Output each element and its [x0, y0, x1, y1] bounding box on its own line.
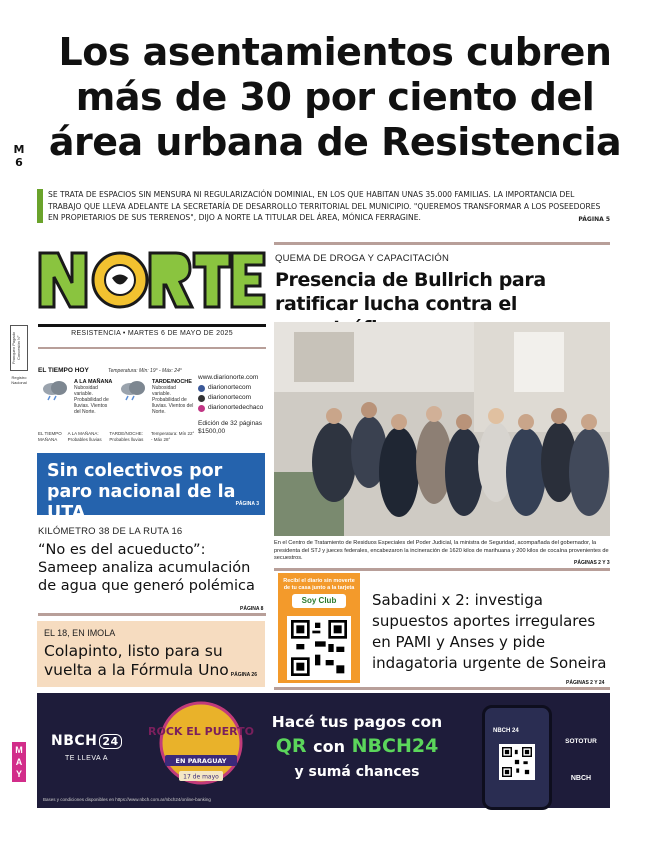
lead-paragraph: SE TRATA DE ESPACIOS SIN MENSURA NI REGULARIZACIÓN DOMINIAL, EN LOS QUE HABITAN UNAS 35.000 FAMILIAS. LA IMPORTANCIA DEL TRABAJO QUE LLEVA ADELANTE LA SECRETARÍA DE DESARROLLO TERRITORIAL DEL MUNICIPIO. "QUEREMOS TRANSFORMAR A LOS POSEEDORES EN PROPIETARIOS DE SUS TERRENOS", DIJO A NORTE LA TITULAR DEL ÁREA, MÓNICA FERRAGINE. PÁGINA 5 — [48, 189, 610, 226]
section-rule — [274, 687, 610, 690]
weather-morning: A LA MAÑANA Nubosidad variable. Probabilidad de lluvias. Vientos del Norte. — [74, 379, 113, 415]
page-ref: PÁGINAS 2 Y 24 — [566, 680, 605, 686]
rock-sub: EN PARAGUAY — [175, 757, 227, 765]
edition-info: Edición de 32 páginas $1500,00 — [198, 420, 266, 436]
edition-marker: M 6 — [13, 143, 25, 169]
page-ref: PÁGINA 5 — [578, 216, 610, 223]
rock-el-puerto-logo — [148, 699, 254, 791]
facebook-link[interactable]: diarionortecom — [198, 383, 270, 393]
page-ref: PÁGINAS 2 Y 3 — [574, 560, 610, 566]
phone-graphic — [482, 705, 552, 810]
weather-title: EL TIEMPO HOY — [38, 367, 89, 374]
lead-accent-bar — [37, 189, 43, 223]
section-rule — [274, 242, 610, 245]
rock-date: 17 de mayo — [183, 773, 219, 781]
ad-line-3: y sumá chances — [294, 764, 420, 780]
bullrich-photo[interactable] — [274, 322, 610, 536]
weather-temps: Temperatura: Mín: 19° - Máx: 24° — [108, 368, 182, 374]
headline-line: Los asentamientos cubren — [58, 30, 612, 74]
weather-evening: TARDE/NOCHE Nubosidad variable. Probabilidad de lluvias. Vientos del Norte. — [152, 379, 194, 415]
ad-legal: Bases y condiciones disponibles en https://www.nbch.com.ar/nbch24/online-banking — [43, 797, 211, 802]
registry-box: Registro Nacional — [11, 375, 27, 385]
bullrich-kicker: QUEMA DE DROGA Y CAPACITACIÓN — [275, 253, 450, 264]
page-ref: PÁGINA 8 — [240, 606, 264, 612]
ad-line-1: Hacé tus pagos con — [271, 713, 443, 731]
social-links — [198, 373, 270, 413]
headline-line: área urbana de Resistencia — [48, 120, 622, 164]
section-rule — [274, 568, 610, 571]
masthead-rule-thin — [38, 347, 266, 349]
nbch-ad-banner[interactable] — [37, 693, 610, 808]
main-headline[interactable] — [40, 30, 630, 165]
instagram-icon — [198, 405, 205, 412]
postage-box: Franqueo Pagado Concesión N° — [10, 325, 28, 371]
acueducto-headline[interactable]: “No es del acueducto”: Sameep analiza acumulación de agua que generó polémica — [38, 542, 255, 594]
norte-logo[interactable] — [38, 245, 266, 313]
website-link[interactable]: www.diarionorte.com — [198, 374, 259, 381]
qr-code-icon[interactable] — [287, 616, 351, 680]
masthead-rule — [38, 324, 266, 327]
nbch-small-logo: NBCH — [570, 775, 592, 782]
ad-tagline: TE LLEVA A — [65, 755, 109, 762]
price: $1500,00 — [198, 428, 226, 435]
bus-strike-story[interactable] — [37, 453, 265, 523]
bus-headline: Sin colectivos por paro nacional de la UTA — [47, 461, 236, 523]
weather-tomorrow: EL TIEMPO MAÑANA A LA MAÑANA: Probables lluvias TARDE/NOCHE: Probables lluvias Temperatura: Mín 22° - Máx 28° — [38, 431, 195, 442]
logo-letters — [40, 253, 264, 307]
phone-label: NBCH 24 — [493, 728, 519, 734]
colapinto-headline: Colapinto, listo para su vuelta a la Fórmula Uno — [44, 642, 229, 679]
club-promo[interactable] — [278, 573, 360, 683]
colapinto-story[interactable] — [37, 621, 265, 687]
colapinto-kicker: EL 18, EN IMOLA — [44, 628, 116, 638]
instagram-link[interactable]: diarionortedechaco — [198, 403, 270, 413]
acueducto-kicker: KILÓMETRO 38 DE LA RUTA 16 — [38, 526, 183, 537]
bullrich-headline[interactable]: Presencia de Bullrich para ratificar lucha contra el — [275, 269, 546, 315]
page-ref: PÁGINA 26 — [230, 672, 257, 678]
photo-caption: En el Centro de Tratamiento de Residuos Especiales del Poder Judicial, la ministra de Seguridad, acompañada del gobernador, la presidenta del STJ y jueces federales, encabezaron la incineración de 1620 kilos de marihuana y 200 kilos de cocaína provenientes de secuestros. — [274, 540, 609, 561]
club-logo: Soy Club — [292, 594, 346, 608]
sototur-logo: SOTOTUR — [565, 738, 597, 745]
page-ref: PÁGINA 3 — [235, 501, 259, 507]
headline-line: más de 30 por ciento del — [75, 75, 595, 119]
ad-line-2: QR con NBCH24 — [275, 735, 439, 757]
nbch-logo: NBCH 24 — [51, 733, 122, 749]
dateline: RESISTENCIA • MARTES 6 DE MAYO DE 2025 — [71, 330, 233, 337]
twitter-link[interactable]: diarionortecom — [198, 393, 270, 403]
x-icon — [198, 395, 205, 402]
weather-box — [38, 361, 195, 447]
sabadini-headline[interactable]: Sabadini x 2: investiga supuestos aportes irregulares en PAMI y Anses y pide indagatoria urgente de Soneira — [372, 591, 607, 672]
facebook-icon — [198, 385, 205, 392]
section-rule — [38, 613, 266, 616]
promo-text: Recibí el diario sin moverte de tu casa junto a la tarjeta — [283, 578, 355, 591]
may-tab: M A Y — [12, 742, 26, 782]
qr-code-icon — [499, 744, 535, 780]
rock-title: ROCK EL PUERTO — [148, 725, 254, 738]
cloud-rain-icon — [40, 379, 70, 401]
cloud-rain-icon — [118, 379, 148, 401]
